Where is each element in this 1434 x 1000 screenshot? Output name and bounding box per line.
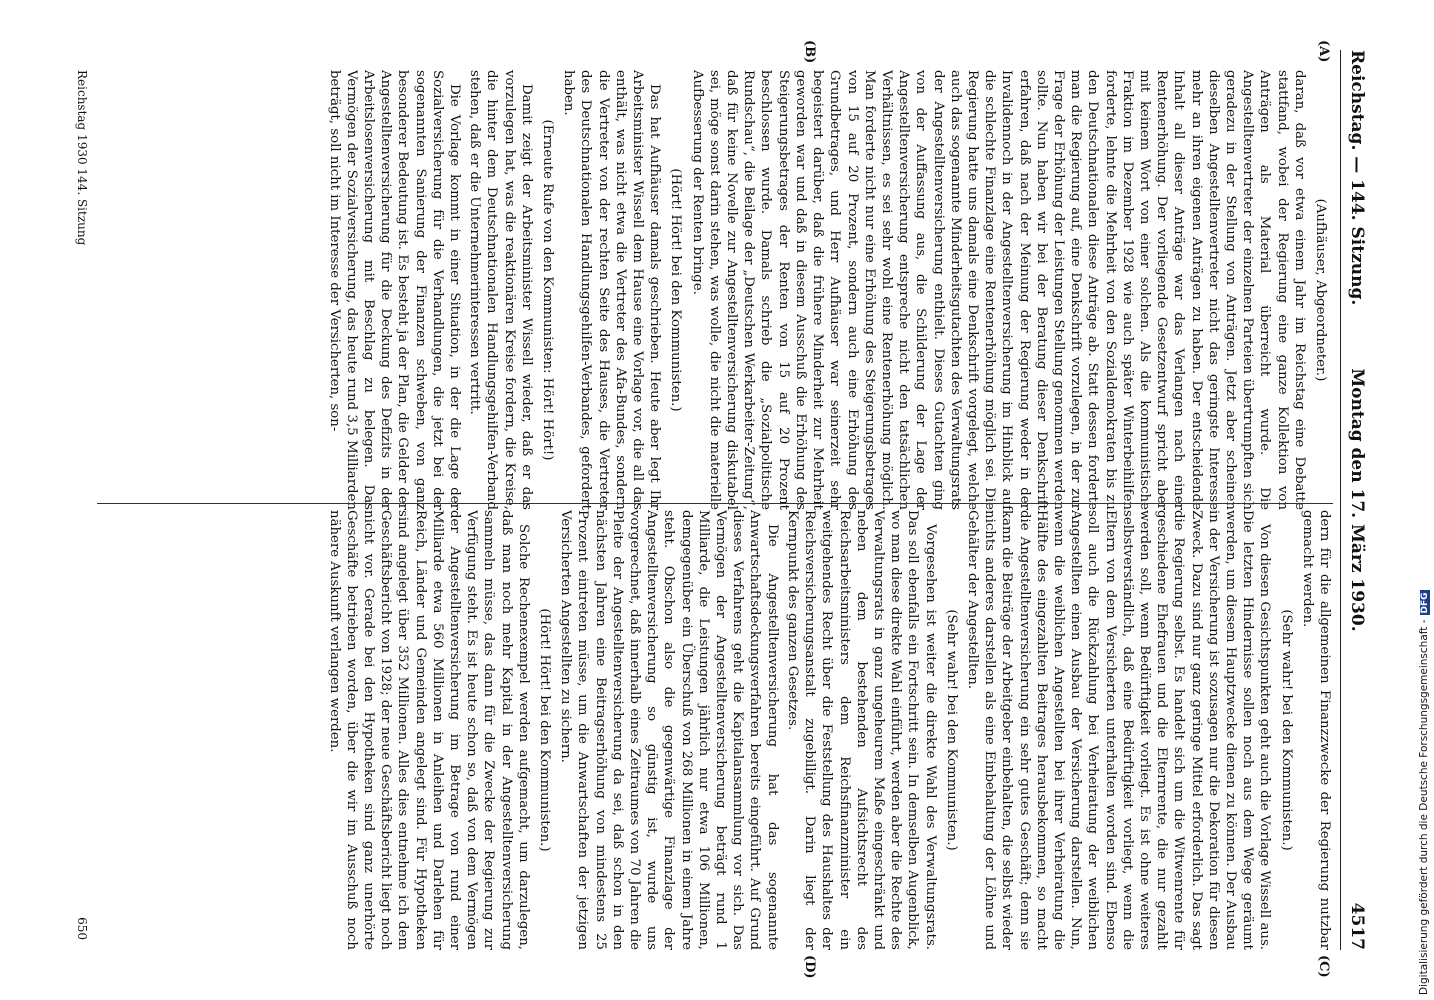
page-header bbox=[1340, 50, 1369, 950]
speaker-line: (Aufhäuser, Abgeordneter.) bbox=[1313, 198, 1328, 382]
paragraph: daran, daß vor etwa einem Jahr im Reichstag eine Debatte stattfand, wobei der Regierung eine ganze Kollektion von Anträgen als Material überreicht wurde. Die Angestelltenvertreter der einzelnen Parteien übertrumpften sich geradezu in der Stellung von Anträgen. Jetzt aber scheinen dieselben Angestelltenvertreter nicht das geringste Interesse mehr an ihren eigenen Anträgen zu haben. Der entscheidende Inhalt all dieser Anträge war das Verlangen nach einer Rentenerhöhung. Der vorliegende Gesetzentwurf spricht aber mit keinem Wort von einer solchen. Als die kommunistische Fraktion im Dezember 1928 wie auch später Winterbeihilfen forderte, lehnte die Mehrheit von den Sozialdemokraten bis zu den Deutschnationalen diese Anträge ab. Statt dessen forderte man die Regierung auf, eine Denkschrift vorzulegen, in der zur Frage der Erhöhung der Leistungen Stellung genommen werden sollte. Nun haben wir bei der Beratung dieser Denkschrift erfahren, daß nach der Meinung der Regierung weder in der Invalidennoch in der Angestelltenversicherung im Hinblick auf die schlechte Finanzlage eine Rentenerhöhung möglich sei. Die Regierung hatte uns damals eine Denkschrift vorgelegt, welche auch das sogenannte Minderheitsgutachten des Verwaltungsrats der Angestelltenversicherung enthielt. Dieses Gutachten ging von der Auffassung aus, die Schilderung der Lage der Angestelltenversicherung entspreche nicht den tatsächlichen Verhältnissen, es sei sehr wohl eine Rentenerhöhung möglich. Man forderte nicht nur eine Erhöhung des Steigerungsbetrages von 15 auf 20 Prozent, sondern auch eine Erhöhung des Grundbetrages, und Herr Aufhäuser war seinerzeit sehr begeistert darüber, daß die frühere Minderheit zur Mehrheit geworden war und daß in diesem Ausschuß die Erhöhung des Steigerungsbetrages der Renten von 15 auf 20 Prozent beschlossen wurde. Damals schrieb die „Sozialpolitische Rundschau“, die Beilage der „Deutschen Werkarbeiter-Zeitung“, daß für keine Novelle zur Angestelltenversicherung diskutabel sei, möge sonst darin stehen, was wolle, die nicht die materielle Aufbesserung der Renten bringe. bbox=[689, 70, 1307, 510]
credit-text: Digitalisierung gefördert durch die Deutsche Forschungsgemeinschaft - bbox=[1418, 619, 1430, 995]
left-text-column bbox=[97, 70, 1333, 510]
paragraph: Die Angestelltenversicherung hat das sogenannte Anwartschaftsdeckungsverfahren bereits eingeführt. Auf Grund dieses Verfahrens geht die Kapitalansammlung vor sich. Das Vermögen der Angestelltenversicherung beträgt rund 1 Milliarde, die Leistungen jährlich nur etwa 106 Millionen, demgegenüber ein Überschuß von 268 Millionen in einem Jahre steht. Obschon also die gegenwärtige Finanzlage der Angestelltenversicherung so günstig ist, wurde uns vorgerechnet, daß innerhalb eines Zeitraumes von 70 Jahren die Pleite der Angestelltenversicherung da sei, daß schon in den nächsten Jahren eine Beitragserhöhung von mindestens 25 Prozent eintreten müsse, um die Anwartschaften der jetzigen Versicherten Angestellten zu sichern. bbox=[558, 510, 780, 950]
digitization-credit bbox=[1418, 5, 1432, 995]
header-session: Reichstag. — 144. Sitzung. bbox=[1347, 50, 1367, 306]
interjection: (Sehr wahr! bei den Kommunisten.) bbox=[943, 609, 959, 851]
interjection: (Hört! Hört! bei den Kommunisten.) bbox=[668, 168, 684, 412]
footer-code: 650 bbox=[75, 917, 89, 940]
paragraph: Die Vorlage kommt in einer Situation, in der die Lage der Sozialversicherung für die Verhandlungen, die jetzt bei der sogenannten Sanierung der Finanzen schweben, von ganz besonderer Bedeutung ist. Es besteht ja der Plan, die Gelder der Angestelltenversicherung für die Deckung des Defizits in der Arbeitslosenversicherung mit Beschlag zu belegen. Das Vermögen der Sozialversicherung, das heute rund 3,5 Milliarden beträgt, soll nicht im Interesse der Versicherten, son- bbox=[326, 70, 463, 510]
margin-marker-a: (A) bbox=[1316, 40, 1331, 63]
margin-marker-c: (C) bbox=[1316, 955, 1331, 978]
rotated-document-page bbox=[57, 20, 1377, 980]
margin-marker-d: (D) bbox=[802, 955, 817, 979]
margin-marker-b: (B) bbox=[802, 40, 817, 64]
interjection: (Erneute Rufe von den Kommunisten: Hört! Hört!) bbox=[540, 119, 556, 461]
header-date: Montag den 17. März 1930. bbox=[1347, 368, 1367, 632]
interjection: (Sehr wahr! bei den Kommunisten.) bbox=[1278, 609, 1294, 851]
dfg-logo-icon: DFG bbox=[1420, 592, 1430, 614]
interjection: (Hört! Hört! bei den Kommunisten.) bbox=[537, 608, 553, 852]
paragraph: Das hat Aufhäuser damals geschrieben. Heute aber legt Ihr Arbeitsminister Wissell dem Hause eine Vorlage vor, die all das enthält, was nicht etwa die Vertreter des Afa-Bundes, sondern die Vertreter von der rechten Seite des Hauses, die Vertreter des Deutschnationalen Handlungsgehilfen-Verbandes, gefordert haben. bbox=[561, 70, 663, 510]
paragraph: Solche Rechenexempel werden aufgemacht, um darzulegen, daß man noch mehr Kapital in der Angestelltenversicherung sammeln müsse, das dann für die Zwecke der Regierung zur Verfügung steht. Es ist heute schon so, daß von dem Vermögen der Angestelltenversicherung im Betrage von rund einer Milliarde etwa 560 Millionen in Anleihen und Darlehen für Reich, Länder und Gemeinden angelegt sind. Für Hypotheken sind angelegt über 352 Millionen. Alles dies entnehme ich dem Geschäftsbericht von 1928; der neue Geschäftsbericht liegt noch nicht vor. Gerade bei den Hypotheken sind ganz unerhörte Geschäfte betrieben worden, über die wir im Ausschuß noch nähere Auskunft verlangen werden. bbox=[326, 510, 531, 950]
paragraph: Von diesen Gesichtspunkten geht auch die Vorlage Wissell aus. Die letzten Hindernisse sollen noch aus dem Wege geräumt werden, um diesem Hauptzwecke dienen zu können. Der Ausbau in der Versicherung ist sozusagen nur die Dekoration für diesen Zweck. Dazu sind nur ganz geringe Mittel erforderlich. Das sagt die Regierung selbst. Es handelt sich um die Witwenrente für geschiedene Ehefrauen und die Elternrente, die nur gezahlt werden soll, wenn Bedürftigkeit vorliegt. Es ist ohne weiteres selbstverständlich, daß eine Bedürftigkeit vorliegt, wenn die Eltern von dem Versicherten unterhalten worden sind. Ebenso soll auch die Rückzahlung bei Verheiratung der weiblichen Angestellten einen Ausbau der Versicherung darstellen. Nun, wenn die weiblichen Angestellten bei ihrer Verheiratung die Hälfte des eingezahlten Beitrages herausbekommen, so macht die Angestelltenversicherung ein sehr gutes Geschäft; denn sie kann die Beiträge der Arbeitgeber einbehalten, die selbst wieder nichts anderes darstellen als eine Einbehaltung der Löhne und Gehälter der Angestellten. bbox=[964, 510, 1273, 950]
column-divider bbox=[97, 503, 1333, 504]
paragraph: dern für die allgemeinen Finanzzwecke der Regierung nutzbar gemacht werden. bbox=[1299, 510, 1332, 950]
paragraph: Damit zeigt der Arbeitsminister Wissell wieder, daß er das vorzulegen hat, was die reaktionären Kreise fordern, die Kreise, die hinter dem Deutschnationalen Handlungsgehilfen-Verband stehen, daß er die Unternehmerinteressen vertritt. bbox=[467, 70, 534, 510]
footer-session: Reichstag 1930 144. Sitzung bbox=[75, 70, 89, 246]
paragraph: Vorgesehen ist weiter die direkte Wahl des Verwaltungsrats. Das soll ebenfalls ein Fortschritt sein. In demselben Augenblick, wo man diese direkte Wahl einführt, werden aber die Rechte des Verwaltungsrats in ganz ungeheurem Maße eingeschränkt und neben dem bestehenden Aufsichtsrecht des Reichsarbeitsministers dem Reichsfinanzminister ein weitgehendes Recht über die Feststellung des Haushaltes der Reichsversicherungsanstalt zugebilligt. Darin liegt der Kernpunkt des ganzen Gesetzes. bbox=[784, 510, 938, 950]
right-text-column bbox=[97, 510, 1333, 950]
page-number: 4517 bbox=[1347, 902, 1367, 950]
